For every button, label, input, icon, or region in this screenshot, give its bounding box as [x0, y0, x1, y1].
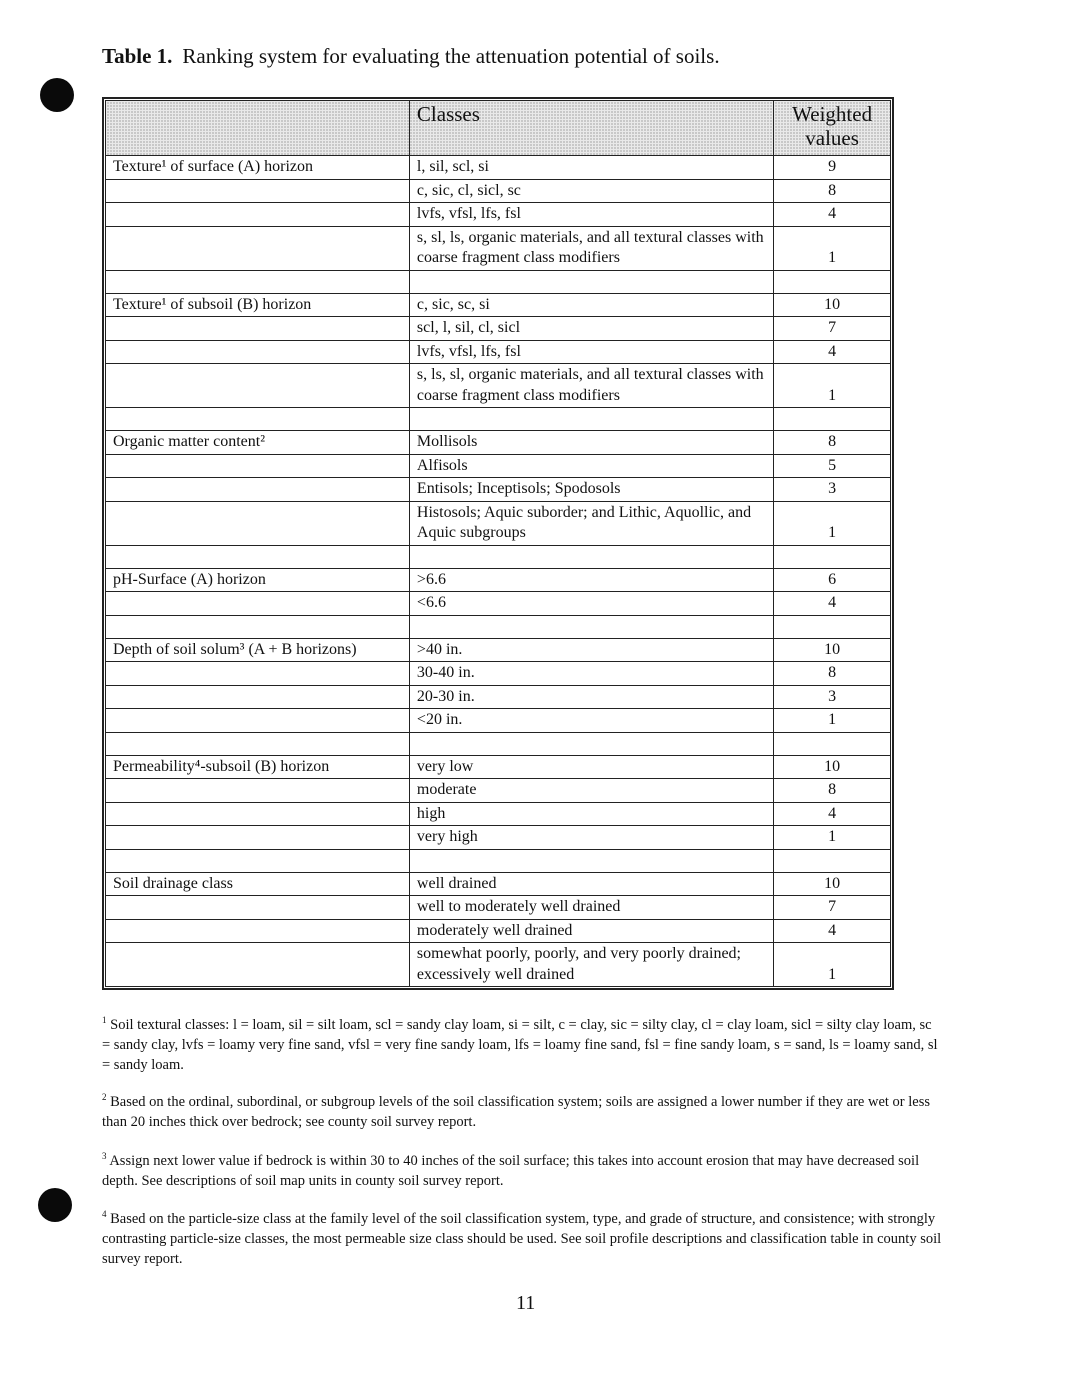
group-spacer-row — [106, 270, 891, 293]
spacer-cell — [409, 270, 773, 293]
property-cell-empty — [106, 226, 410, 270]
property-cell-empty — [106, 662, 410, 686]
class-cell: lvfs, vfsl, lfs, fsl — [409, 203, 773, 227]
table-row — [106, 293, 891, 317]
table-row — [106, 755, 891, 779]
class-cell: 20-30 in. — [409, 685, 773, 709]
property-cell-empty — [106, 919, 410, 943]
table-row — [106, 156, 891, 180]
property-cell-empty — [106, 779, 410, 803]
property-cell-empty — [106, 478, 410, 502]
page-number: 11 — [516, 1292, 536, 1314]
ranking-table-body — [106, 101, 891, 987]
weighted-value-cell: 1 — [774, 501, 891, 545]
class-cell: s, sl, ls, organic materials, and all textural classes with coarse fragment class modifiers — [409, 226, 773, 270]
footnote-4 — [102, 1209, 942, 1269]
ranking-table — [105, 100, 891, 987]
class-cell: c, sic, sc, si — [409, 293, 773, 317]
property-cell-empty — [106, 179, 410, 203]
property-cell: Texture¹ of subsoil (B) horizon — [106, 293, 410, 317]
weighted-value-cell: 1 — [774, 709, 891, 733]
property-cell-empty — [106, 203, 410, 227]
header-property — [106, 101, 410, 156]
spacer-cell — [409, 615, 773, 638]
class-cell: Mollisols — [409, 431, 773, 455]
table-row — [106, 317, 891, 341]
header-weighted-values: Weighted values — [774, 101, 891, 156]
group-spacer-row — [106, 732, 891, 755]
spacer-cell — [409, 408, 773, 431]
class-cell: very low — [409, 755, 773, 779]
table-row — [106, 501, 891, 545]
spacer-cell — [106, 270, 410, 293]
class-cell: >40 in. — [409, 638, 773, 662]
table-row — [106, 179, 891, 203]
spacer-cell — [106, 849, 410, 872]
weighted-value-cell: 3 — [774, 478, 891, 502]
spacer-cell — [774, 615, 891, 638]
class-cell: c, sic, cl, sicl, sc — [409, 179, 773, 203]
table-row — [106, 340, 891, 364]
property-cell-empty — [106, 685, 410, 709]
table-row — [106, 802, 891, 826]
header-classes: Classes — [409, 101, 773, 156]
weighted-value-cell: 1 — [774, 943, 891, 987]
spacer-cell — [106, 545, 410, 568]
spacer-cell — [774, 545, 891, 568]
footnote-text: Assign next lower value if bedrock is within 30 to 40 inches of the soil surface; this takes into account erosion that may have decreased soil depth. See descriptions of soil map units in county soil survey report. — [102, 1153, 920, 1189]
table-row — [106, 662, 891, 686]
property-cell-empty — [106, 592, 410, 616]
table-row — [106, 454, 891, 478]
spacer-cell — [774, 732, 891, 755]
weighted-value-cell: 10 — [774, 872, 891, 896]
weighted-value-cell: 1 — [774, 826, 891, 850]
weighted-value-cell: 8 — [774, 662, 891, 686]
table-row — [106, 872, 891, 896]
table-row — [106, 478, 891, 502]
weighted-value-cell: 6 — [774, 568, 891, 592]
table-row — [106, 779, 891, 803]
property-cell: Depth of soil solum³ (A + B horizons) — [106, 638, 410, 662]
property-cell-empty — [106, 709, 410, 733]
table-caption-label: Table 1. — [102, 44, 173, 68]
class-cell: high — [409, 802, 773, 826]
table-row — [106, 364, 891, 408]
spacer-cell — [409, 732, 773, 755]
weighted-value-cell: 4 — [774, 340, 891, 364]
class-cell: s, ls, sl, organic materials, and all textural classes with coarse fragment class modifiers — [409, 364, 773, 408]
table-header-row — [106, 101, 891, 156]
spacer-cell — [106, 732, 410, 755]
footnote-3 — [102, 1151, 942, 1191]
property-cell-empty — [106, 896, 410, 920]
class-cell: Entisols; Inceptisols; Spodosols — [409, 478, 773, 502]
weighted-value-cell: 7 — [774, 896, 891, 920]
weighted-value-cell: 4 — [774, 592, 891, 616]
class-cell: scl, l, sil, cl, sicl — [409, 317, 773, 341]
weighted-value-cell: 5 — [774, 454, 891, 478]
class-cell: moderate — [409, 779, 773, 803]
weighted-value-cell: 10 — [774, 638, 891, 662]
class-cell: <20 in. — [409, 709, 773, 733]
property-cell: Permeability⁴-subsoil (B) horizon — [106, 755, 410, 779]
spacer-cell — [774, 270, 891, 293]
class-cell: somewhat poorly, poorly, and very poorly drained; excessively well drained — [409, 943, 773, 987]
table-row — [106, 592, 891, 616]
class-cell: moderately well drained — [409, 919, 773, 943]
punch-hole-top — [40, 78, 74, 112]
property-cell-empty — [106, 364, 410, 408]
punch-hole-bottom — [38, 1188, 72, 1222]
weighted-value-cell: 1 — [774, 364, 891, 408]
footnote-2 — [102, 1092, 942, 1132]
class-cell: <6.6 — [409, 592, 773, 616]
weighted-value-cell: 9 — [774, 156, 891, 180]
property-cell: Soil drainage class — [106, 872, 410, 896]
weighted-value-cell: 7 — [774, 317, 891, 341]
class-cell: >6.6 — [409, 568, 773, 592]
weighted-value-cell: 8 — [774, 431, 891, 455]
weighted-value-cell: 4 — [774, 203, 891, 227]
group-spacer-row — [106, 615, 891, 638]
property-cell: Texture¹ of surface (A) horizon — [106, 156, 410, 180]
table-row — [106, 638, 891, 662]
table-row — [106, 896, 891, 920]
weighted-value-cell: 10 — [774, 293, 891, 317]
class-cell: Alfisols — [409, 454, 773, 478]
property-cell-empty — [106, 826, 410, 850]
property-cell-empty — [106, 802, 410, 826]
class-cell: Histosols; Aquic suborder; and Lithic, Aquollic, and Aquic subgroups — [409, 501, 773, 545]
property-cell-empty — [106, 943, 410, 987]
weighted-value-cell: 10 — [774, 755, 891, 779]
group-spacer-row — [106, 849, 891, 872]
weighted-value-cell: 8 — [774, 779, 891, 803]
property-cell-empty — [106, 501, 410, 545]
group-spacer-row — [106, 545, 891, 568]
footnote-text: Soil textural classes: l = loam, sil = silt loam, scl = sandy clay loam, si = silt, c = clay, sic = silty clay, cl = clay loam, sicl = silty clay loam, sc = sandy clay, lvfs = loamy very fine sand, vfsl = very fine sandy loam, lfs = loamy fine sand, fsl = fine sandy loam, s = sand, ls = loamy sand, sl = sandy loam. — [102, 1017, 938, 1073]
footnote-1 — [102, 1015, 942, 1075]
class-cell: l, sil, scl, si — [409, 156, 773, 180]
table-row — [106, 431, 891, 455]
weighted-value-cell: 3 — [774, 685, 891, 709]
property-cell-empty — [106, 340, 410, 364]
ranking-table-frame — [102, 97, 894, 990]
spacer-cell — [409, 849, 773, 872]
table-caption-text: Ranking system for evaluating the attenuation potential of soils. — [182, 44, 720, 68]
property-cell: Organic matter content² — [106, 431, 410, 455]
class-cell: well drained — [409, 872, 773, 896]
table-row — [106, 685, 891, 709]
weighted-value-cell: 4 — [774, 919, 891, 943]
spacer-cell — [409, 545, 773, 568]
spacer-cell — [774, 849, 891, 872]
table-row — [106, 709, 891, 733]
footnote-text: Based on the ordinal, subordinal, or subgroup levels of the soil classification system; soils are assigned a lower number if they are wet or less than 20 inches thick over bedrock; see county soil survey report. — [102, 1094, 930, 1130]
table-row — [106, 203, 891, 227]
group-spacer-row — [106, 408, 891, 431]
footnote-text: Based on the particle-size class at the family level of the soil classification system, type, and grade of structure, and consistence; with strongly contrasting particle-size classes, the most permeable size class should be used. See soil profile descriptions and classification table in county soil survey report. — [102, 1211, 942, 1267]
spacer-cell — [106, 615, 410, 638]
footnote-mark: 4 — [102, 1209, 107, 1220]
spacer-cell — [106, 408, 410, 431]
spacer-cell — [774, 408, 891, 431]
footnote-mark: 1 — [102, 1015, 107, 1026]
class-cell: well to moderately well drained — [409, 896, 773, 920]
property-cell-empty — [106, 454, 410, 478]
table-row — [106, 919, 891, 943]
table-caption — [102, 44, 720, 69]
weighted-value-cell: 8 — [774, 179, 891, 203]
class-cell: lvfs, vfsl, lfs, fsl — [409, 340, 773, 364]
property-cell-empty — [106, 317, 410, 341]
table-row — [106, 943, 891, 987]
class-cell: 30-40 in. — [409, 662, 773, 686]
weighted-value-cell: 4 — [774, 802, 891, 826]
footnote-mark: 2 — [102, 1092, 107, 1103]
table-row — [106, 226, 891, 270]
footnote-mark: 3 — [102, 1151, 107, 1162]
property-cell: pH-Surface (A) horizon — [106, 568, 410, 592]
table-row — [106, 568, 891, 592]
table-row — [106, 826, 891, 850]
weighted-value-cell: 1 — [774, 226, 891, 270]
class-cell: very high — [409, 826, 773, 850]
